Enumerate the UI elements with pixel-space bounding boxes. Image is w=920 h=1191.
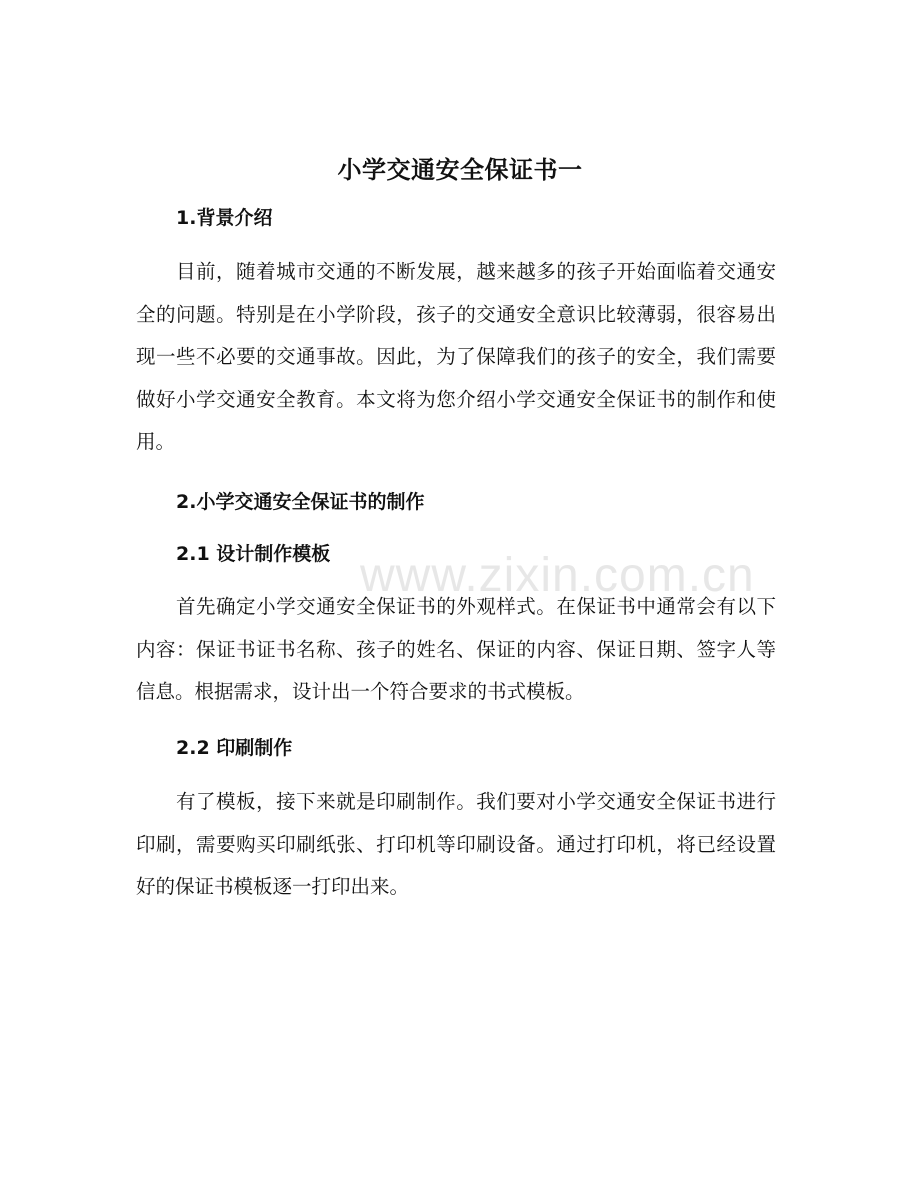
section-heading-production: 2.小学交通安全保证书的制作 [176,491,425,513]
watermark: www.zixin.com.cn [360,549,755,602]
section-heading-template-design: 2.1 设计制作模板 [176,543,331,565]
section-heading-background: 1.背景介绍 [176,207,273,229]
section-paragraph-printing: 有了模板，接下来就是印刷制作。我们要对小学交通安全保证书进行印刷，需要购买印刷纸张、打印机等印刷设备。通过打印机，将已经设置好的保证书模板逐一打印出来。 [136,790,776,898]
document-title: 小学交通安全保证书一 [337,156,583,184]
section-heading-printing: 2.2 印刷制作 [176,737,293,759]
section-paragraph-background: 目前，随着城市交通的不断发展，越来越多的孩子开始面临着交通安全的问题。特别是在小学阶段，孩子的交通安全意识比较薄弱，很容易出现一些不必要的交通事故。因此，为了保障我们的孩子的安全，我们需要做好小学交通安全教育。本文将为您介绍小学交通安全保证书的制作和使用。 [136,260,776,453]
section-paragraph-template-design: 首先确定小学交通安全保证书的外观样式。在保证书中通常会有以下内容：保证书证书名称、孩子的姓名、保证的内容、保证日期、签字人等信息。根据需求，设计出一个符合要求的书式模板。 [136,595,776,703]
